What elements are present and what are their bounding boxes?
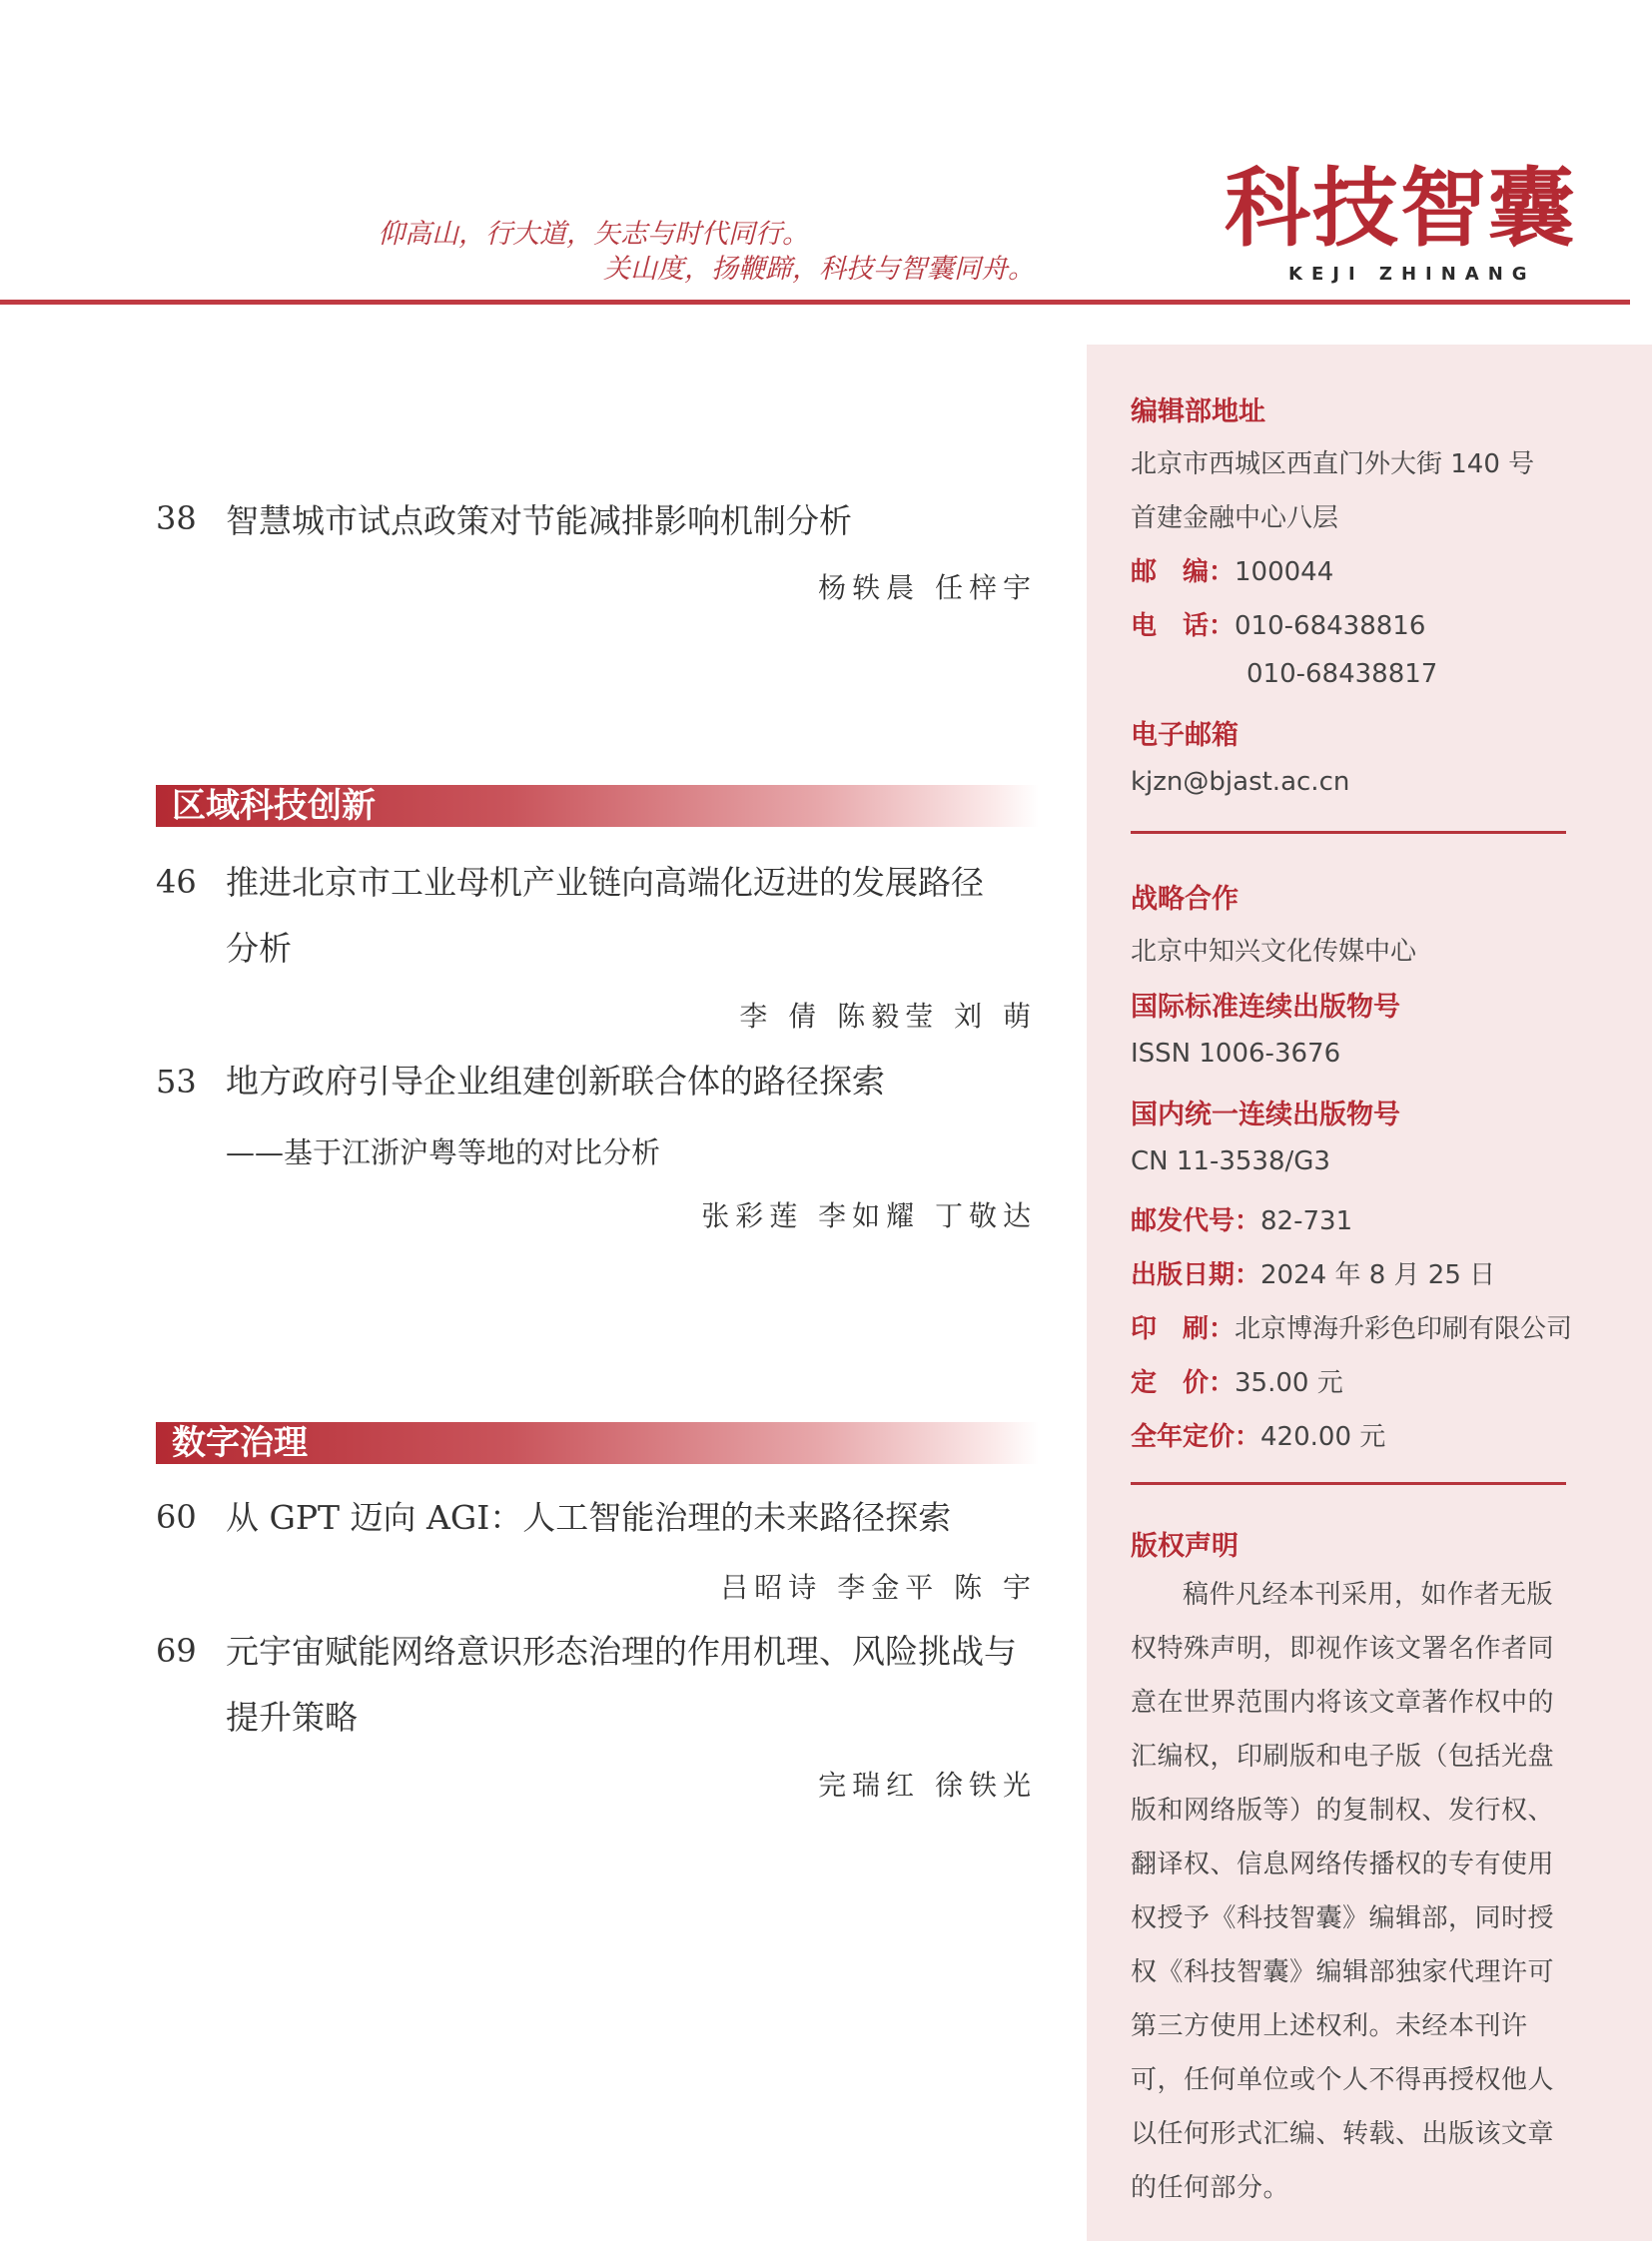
cn-heading: 国内统一连续出版物号 — [1131, 1100, 1400, 1130]
issn-heading: 国际标准连续出版物号 — [1131, 992, 1400, 1023]
price-label: 定 价： — [1131, 1368, 1236, 1398]
issn-value: ISSN 1006-3676 — [1131, 1039, 1341, 1069]
entry-page-number: 60 — [156, 1498, 197, 1536]
pub-date-value: 2024 年 8 月 25 日 — [1260, 1260, 1496, 1290]
annual-price-label: 全年定价： — [1131, 1422, 1261, 1452]
partner-heading: 战略合作 — [1131, 884, 1239, 915]
copyright-text: 稿件凡经本刊采用，如作者无版权特殊声明，即视作该文署名作者同意在世界范围内将该文章著作权中的汇编权，印刷版和电子版（包括光盘版和网络版等）的复制权、发行权、翻译权、信息网络传播权的专有使用权授予《科技智囊》编辑部，同时授权《科技智囊》编辑部独家代理许可第三方使用上述权利。未经本刊许可，任何单位或个人不得再授权他人以任何形式汇编、转载、出版该文章的任何部分。 — [1131, 1580, 1555, 2203]
annual-price-value: 420.00 元 — [1260, 1422, 1386, 1452]
address-heading: 编辑部地址 — [1131, 396, 1265, 427]
motto-line-2: 关山度，扬鞭蹄，科技与智囊同舟。 — [603, 254, 1035, 285]
section-title: 区域科技创新 — [172, 786, 376, 826]
phone-value-1: 010-68438816 — [1235, 611, 1426, 641]
email-heading: 电子邮箱 — [1131, 720, 1239, 751]
entry-title-line-1[interactable]: 元宇宙赋能网络意识形态治理的作用机理、风险挑战与 — [226, 1632, 1017, 1671]
entry-page-number: 69 — [156, 1632, 197, 1670]
postcode-value: 100044 — [1235, 557, 1334, 587]
entry-title-line-2[interactable]: 提升策略 — [226, 1698, 358, 1737]
printer-value: 北京博海升彩色印刷有限公司 — [1235, 1314, 1573, 1344]
sidebar-divider — [1131, 1482, 1566, 1485]
postcode-row — [1131, 551, 1333, 588]
entry-subtitle: ——基于江浙沪粤等地的对比分析 — [226, 1135, 661, 1169]
entry-page-number: 46 — [156, 863, 197, 901]
entry-title[interactable]: 从 GPT 迈向 AGI：人工智能治理的未来路径探索 — [226, 1498, 952, 1537]
postal-code-value: 82-731 — [1260, 1206, 1353, 1236]
section-header-regional-innovation — [156, 785, 1039, 827]
price-value: 35.00 元 — [1235, 1368, 1343, 1398]
entry-authors: 完瑞红 徐铁光 — [818, 1769, 1037, 1802]
pub-date-label: 出版日期： — [1131, 1260, 1261, 1290]
printer-row — [1131, 1308, 1572, 1345]
entry-authors: 李 倩 陈毅莹 刘 萌 — [739, 1000, 1037, 1033]
postal-code-row — [1131, 1200, 1352, 1237]
phone-label: 电 话： — [1131, 611, 1236, 641]
phone-row — [1131, 605, 1425, 642]
address-line-2: 首建金融中心八层 — [1131, 503, 1339, 533]
postcode-label: 邮 编： — [1131, 557, 1236, 587]
printer-label: 印 刷： — [1131, 1314, 1236, 1344]
entry-title[interactable]: 地方政府引导企业组建创新联合体的路径探索 — [226, 1062, 885, 1101]
address-line-1: 北京市西城区西直门外大街 140 号 — [1131, 449, 1535, 479]
entry-page-number: 38 — [156, 499, 197, 537]
cn-value: CN 11-3538/G3 — [1131, 1146, 1330, 1176]
price-row — [1131, 1362, 1343, 1399]
postal-code-label: 邮发代号： — [1131, 1206, 1261, 1236]
section-header-digital-governance — [156, 1422, 1039, 1464]
entry-title[interactable]: 智慧城市试点政策对节能减排影响机制分析 — [226, 501, 852, 540]
journal-logo: 科技智囊 — [1225, 158, 1576, 259]
entry-title-line-2[interactable]: 分析 — [226, 929, 292, 968]
phone-value-2: 010-68438817 — [1246, 659, 1438, 689]
copyright-heading: 版权声明 — [1131, 1531, 1239, 1562]
header-divider — [0, 300, 1630, 305]
email-value[interactable]: kjzn@bjast.ac.cn — [1131, 767, 1350, 797]
entry-authors: 张彩莲 李如耀 丁敬达 — [701, 1199, 1037, 1232]
section-title: 数字治理 — [172, 1423, 308, 1463]
pub-date-row — [1131, 1254, 1495, 1291]
sidebar-divider — [1131, 831, 1566, 834]
journal-logo-pinyin: KEJI ZHINANG — [1288, 264, 1536, 285]
partner-value: 北京中知兴文化传媒中心 — [1131, 937, 1417, 967]
annual-price-row — [1131, 1416, 1385, 1453]
entry-authors: 吕昭诗 李金平 陈 宇 — [720, 1571, 1037, 1604]
motto-line-1: 仰高山，行大道，矢志与时代同行。 — [378, 219, 809, 250]
entry-title-line-1[interactable]: 推进北京市工业母机产业链向高端化迈进的发展路径 — [226, 863, 984, 902]
entry-page-number: 53 — [156, 1063, 197, 1101]
entry-authors: 杨轶晨 任梓宇 — [818, 571, 1037, 604]
